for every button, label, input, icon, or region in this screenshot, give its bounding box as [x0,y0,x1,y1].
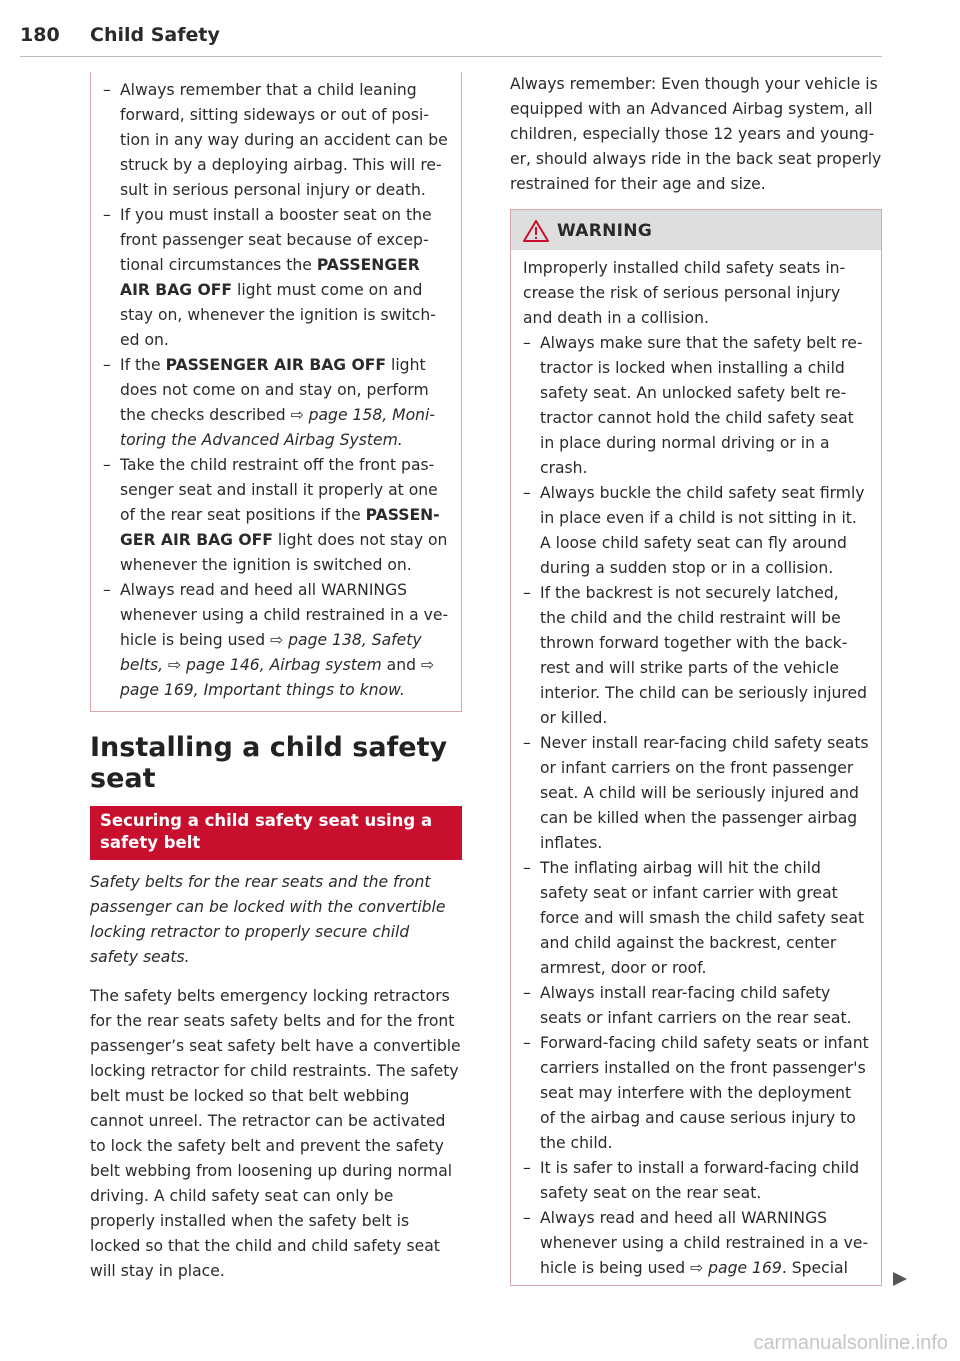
bold-text: PASSENGER AIR BAG OFF [165,356,387,374]
list-text: Take the child restraint off the front passenger seat and install it properly at one of the rear seat positions if the [120,456,438,524]
list-item [103,78,449,203]
list-text: Always install rear-facing child safety seats or infant carriers on the rear seat. [540,984,852,1027]
right-column [510,72,882,1286]
list-text: Never install rear-facing child safety seats or infant carriers on the front passenger seat. A child will be seriously injured and can be killed when the passenger airbag inflates. [540,734,869,852]
list-text: light must come on and stay on, whenever the ignition is switched on. [120,281,436,349]
list-item [523,731,869,856]
list-item [103,578,449,703]
list-item [523,1206,869,1281]
list-text: Always buckle the child safety seat firmly in place even if a child is not sitting in it. A loose child safety seat can fly around during a sudden stop or in a collision. [540,484,865,577]
list-text: It is safer to install a forward-facing child safety seat on the rear seat. [540,1159,860,1202]
list-item [103,453,449,578]
subsection-heading: Securing a child safety seat using a safety belt [90,806,462,860]
page-number: 180 [20,24,60,46]
cross-reference: ⇨ page 169 [690,1259,782,1277]
list-text: If the backrest is not securely latched, the child and the child restraint will be thrown forward together with the backrest and will strike parts of the vehicle interior. The child can be seriously injured or killed. [540,584,867,727]
list-item [523,581,869,731]
list-text: Always read and heed all WARNINGS whenever using a child restrained in a vehicle is being used [120,581,449,649]
list-text: Always make sure that the safety belt retractor is locked when installing a child safety seat. An unlocked safety belt retractor cannot hold the child safety seat in place during normal driving or in a crash. [540,334,863,477]
list-text: . Special [781,1259,848,1277]
list-item [523,981,869,1031]
list-text: Forward-facing child safety seats or infant carriers installed on the front passenger's seat may interfere with the deployment of the airbag and cause serious injury to the child. [540,1034,869,1152]
list-item [523,856,869,981]
warning-header [511,210,881,250]
list-item [523,1156,869,1206]
warning-box [510,209,882,1286]
warning-title: WARNING [557,221,653,241]
continue-arrow-icon [890,1270,910,1288]
list-text: light does not stay on whenever the ignition is switched on. [120,531,448,574]
intro-text: Safety belts for the rear seats and the front passenger can be locked with the convertible locking retractor to properly secure child safety seats. [90,873,446,966]
list-text: and [381,656,421,674]
list-text: If the [120,356,166,374]
body-text: The safety belts emergency locking retractors for the rear seats safety belts and for the front passenger’s seat safety belt have a convertible locking retractor for child restraints. The safety belt must be locked so that belt webbing cannot unreel. The retractor can be activated to lock the safety belt and prevent the safety belt webbing from loosening up during normal driving. A child safety seat can only be properly installed when the safety belt is locked so that the child and child safety seat will stay in place. [90,987,461,1280]
list-item [523,1031,869,1156]
bold-text: PASSENGER AIR BAG OFF [120,506,440,549]
list-item [523,481,869,581]
list-text: Always remember that a child leaning forward, sitting sideways or out of position in any way during an accident can be struck by a deploying airbag. This will result in serious personal injury or death. [120,81,448,199]
section-heading: Installing a child safety seat [90,732,448,794]
warning-body [511,250,881,1285]
warning-continuation-list [103,78,449,703]
list-item [523,331,869,481]
page-header [20,20,882,57]
cross-reference: ⇨ page 169, Important things to know. [120,656,435,699]
warning-continuation-box [90,72,462,712]
section-title: Child Safety [90,24,220,46]
right-intro-text: Always remember: Even though your vehicle is equipped with an Advanced Airbag system, all children, especially those 12 years and younger, should always ride in the back seat properly restrained for their age and size. [510,75,882,193]
warning-list [523,331,869,1281]
list-text: If you must install a booster seat on the front passenger seat because of exceptional circumstances the [120,206,432,274]
bold-text: PASSENGER AIR BAG OFF [120,256,420,299]
list-item [103,203,449,353]
watermark: carmanualsonline.info [753,1332,948,1354]
cross-reference: ⇨ page 158, Monitoring the Advanced Airbag System. [120,406,436,449]
list-text: light does not come on and stay on, perform the checks described [120,356,429,424]
warning-intro: Improperly installed child safety seats increase the risk of serious personal injury and death in a collision. [523,259,846,327]
list-item [103,353,449,453]
left-column [90,72,462,1284]
warning-triangle-icon [523,220,549,242]
list-text: Always read and heed all WARNINGS whenever using a child restrained in a vehicle is being used [540,1209,869,1277]
list-text: The inflating airbag will hit the child safety seat or infant carrier with great force and will smash the child safety seat and child against the backrest, center armrest, door or roof. [540,859,865,977]
cross-reference: ⇨ page 138, Safety belts, ⇨ page 146, Airbag system [120,631,422,674]
